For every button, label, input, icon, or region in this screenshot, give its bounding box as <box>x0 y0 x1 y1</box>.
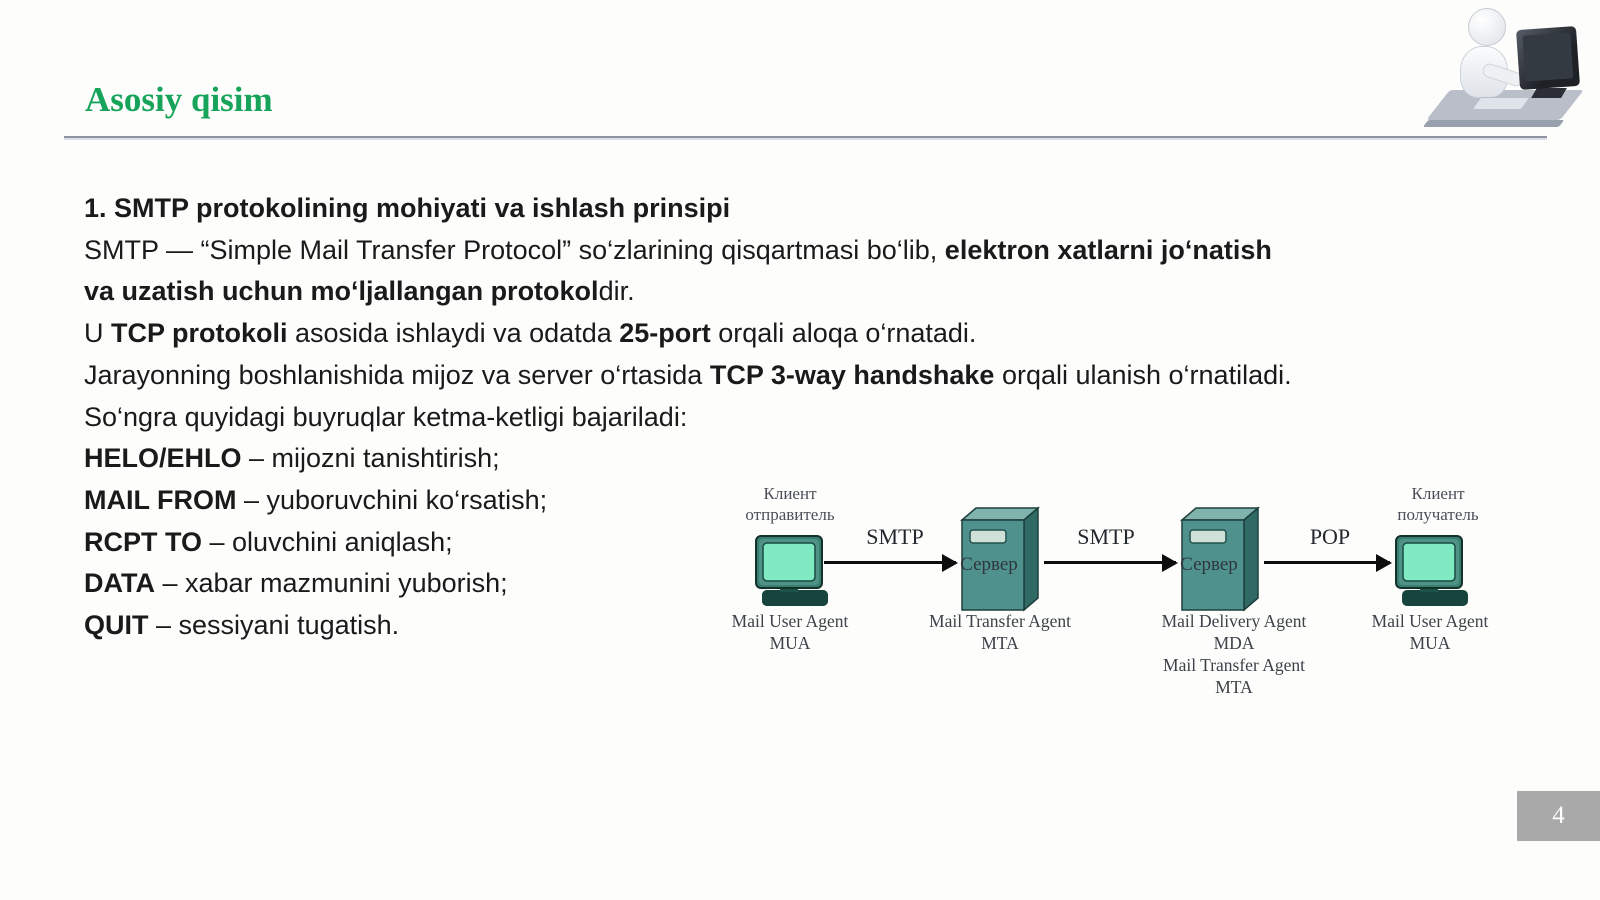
arrow-right-icon <box>1264 561 1390 564</box>
page-title: Asosiy qisim <box>85 80 273 119</box>
text-segment: DATA <box>84 568 155 599</box>
server-label: Сервер <box>960 554 1018 575</box>
text-segment: TCP 3-way handshake <box>709 359 995 390</box>
body-line <box>84 313 1292 355</box>
client-sender-label: Клиент отправитель <box>745 484 835 524</box>
text-segment: – mijozni tanishtirish; <box>241 443 500 474</box>
title-divider <box>64 136 1547 138</box>
page-number-badge <box>1517 791 1600 841</box>
text-segment: dir. <box>598 276 635 307</box>
monitor-icon <box>1516 26 1580 90</box>
body-line <box>84 188 1292 230</box>
text-segment: – oluvchini aniqlash; <box>202 526 453 557</box>
caption-mua-receiver: Mail User Agent MUA <box>1371 611 1489 653</box>
text-segment: TCP protokoli <box>111 318 288 349</box>
computer-icon <box>1390 534 1470 617</box>
text-segment: orqali aloqa o‘rnatadi. <box>710 318 977 349</box>
keyboard-icon <box>1471 97 1530 110</box>
monitor-stand-icon <box>1531 88 1567 98</box>
body-line <box>84 271 1292 313</box>
caption-mta: Mail Transfer Agent MTA <box>929 611 1071 653</box>
server-label: Сервер <box>1180 554 1238 575</box>
client-receiver-label: Клиент получатель <box>1397 484 1479 524</box>
text-segment: U <box>84 318 111 349</box>
text-segment: Jarayonning boshlanishida mijoz va server o‘rtasida <box>84 359 710 390</box>
text-segment: 25-port <box>619 318 711 349</box>
body-line <box>84 355 1292 397</box>
mail-flow-diagram <box>700 450 1520 730</box>
text-segment: QUIT <box>84 610 149 641</box>
text-segment: va uzatish uchun mo‘ljallangan protokol <box>84 276 599 307</box>
body-line <box>84 397 1292 439</box>
computer-icon <box>750 534 830 617</box>
text-segment: orqali ulanish o‘rnatiladi. <box>994 359 1292 390</box>
text-segment: elektron xatlarni jo‘natish <box>944 234 1272 265</box>
text-segment: SMTP — “Simple Mail Transfer Protocol” so‘zlarining qisqartmasi bo‘lib, <box>84 234 945 265</box>
text-segment: RCPT TO <box>84 526 203 557</box>
page-number: 4 <box>1552 802 1565 829</box>
person-head-icon <box>1468 8 1506 46</box>
text-segment: asosida ishlaydi va odatda <box>287 318 620 349</box>
text-segment: – xabar mazmunini yuborish; <box>154 568 508 599</box>
arrow-right-icon <box>1044 561 1176 564</box>
text-segment: MAIL FROM <box>84 484 237 515</box>
text-segment: 1. SMTP protokolining mohiyati va ishlash prinsipi <box>84 193 731 223</box>
text-segment: – sessiyani tugatish. <box>148 610 400 641</box>
protocol-label-smtp-1: SMTP <box>866 524 924 549</box>
person-computer-clipart <box>1432 4 1584 132</box>
arrow-right-icon <box>824 561 956 564</box>
protocol-label-smtp-2: SMTP <box>1077 524 1135 549</box>
text-segment: – yuboruvchini ko‘rsatish; <box>236 484 548 515</box>
body-line <box>84 230 1292 272</box>
text-segment: So‘ngra quyidagi buyruqlar ketma-ketligi bajariladi: <box>84 401 688 432</box>
caption-mda-mta: Mail Delivery Agent MDA Mail Transfer Agent MTA <box>1161 611 1307 697</box>
text-segment: HELO/EHLO <box>84 443 242 474</box>
caption-mua-sender: Mail User Agent MUA <box>731 611 849 653</box>
protocol-label-pop: POP <box>1309 524 1351 549</box>
